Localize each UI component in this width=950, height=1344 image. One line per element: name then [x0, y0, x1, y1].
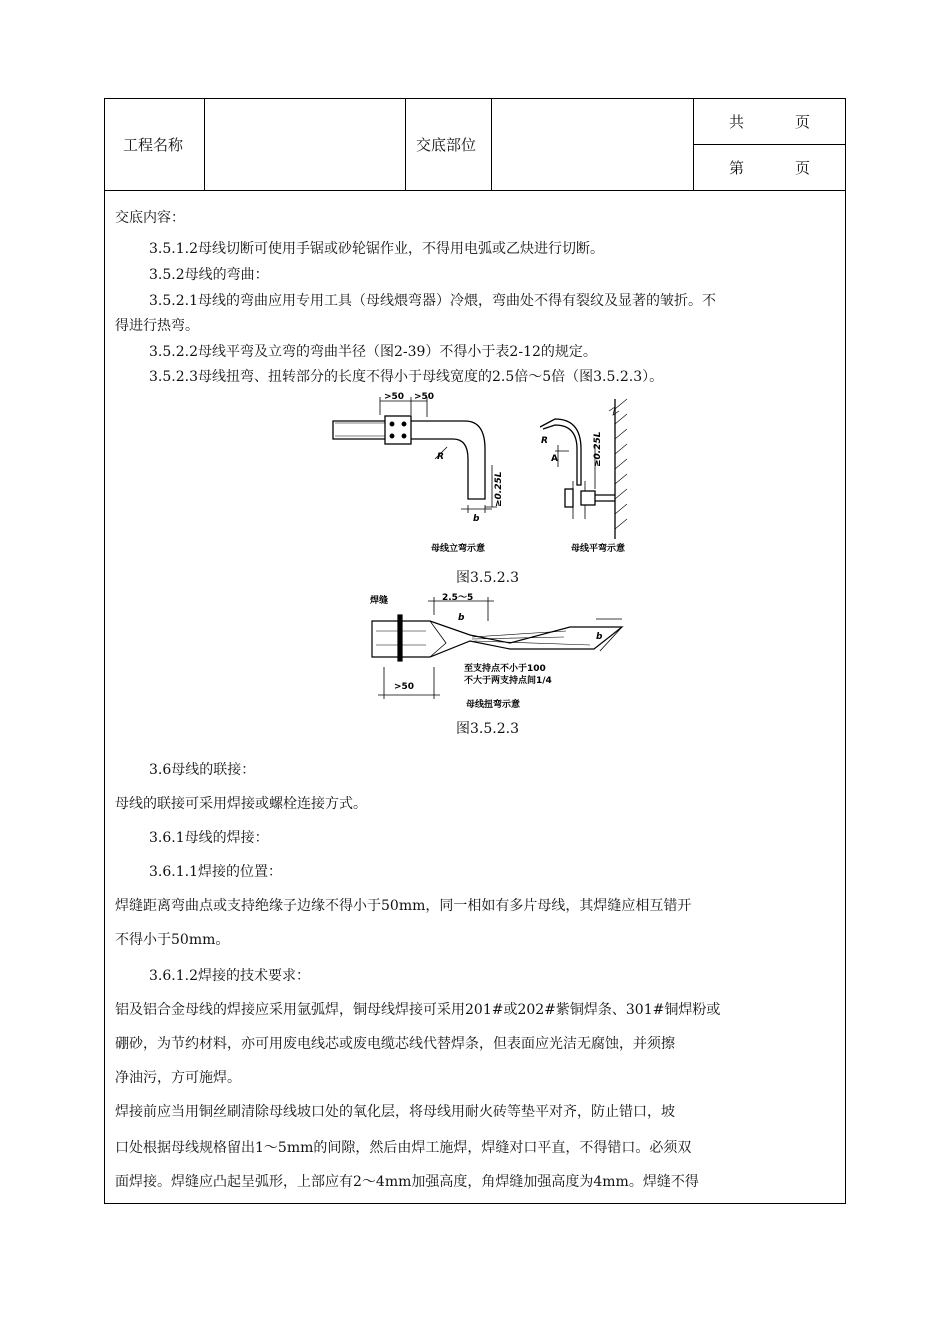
dim-label: >50 — [394, 682, 415, 692]
paragraph: 焊接前应当用铜丝刷清除母线坡口处的氧化层，将母线用耐火砖等垫平对齐，防止错口，坡 — [115, 1104, 675, 1120]
paragraph: 焊缝距离弯曲点或支持绝缘子边缘不得小于50mm，同一相如有多片母线，其焊缝应相互错开 — [115, 898, 692, 914]
figure-caption: 图3.5.2.3 — [456, 570, 519, 586]
location-label: 交底部位 — [416, 136, 477, 154]
paragraph: 硼砂，为节约材料，亦可用废电线芯或废电缆芯线代替焊条，但表面应光洁无腐蚀，并须擦 — [115, 1036, 675, 1052]
width-label: b — [473, 514, 480, 524]
note-label: 不大于两支持点间1/4 — [464, 676, 552, 686]
total-pages-label: 共 — [729, 113, 745, 131]
paragraph: 3.5.2.1母线的弯曲应用专用工具（母线煨弯器）冷煨，弯曲处不得有裂纹及显著的皱折。不 — [149, 293, 716, 309]
dim-label: >50 — [414, 392, 435, 402]
figure-caption: 图3.5.2.3 — [456, 721, 519, 737]
total-pages-unit: 页 — [795, 113, 811, 131]
figure-title: 母线扭弯示意 — [466, 700, 521, 710]
project-name-label: 工程名称 — [123, 136, 184, 154]
paragraph: 净油污，方可施焊。 — [115, 1070, 241, 1086]
paragraph: 不得小于50mm。 — [115, 932, 230, 948]
radius-label: R — [541, 436, 548, 446]
content-label: 交底内容： — [115, 210, 185, 226]
paragraph: 3.5.2.3母线扭弯、扭转部分的长度不得小于母线宽度的2.5倍～5倍（图3.5.2.3）。 — [149, 369, 664, 385]
paragraph: 母线的联接可采用焊接或螺栓连接方式。 — [115, 796, 367, 812]
page-number-label: 第 — [729, 159, 745, 177]
paragraph: 3.5.2.2母线平弯及立弯的弯曲半径（图2-39）不得小于表2-12的规定。 — [149, 344, 597, 360]
figure-caption-right: 母线平弯示意 — [571, 544, 626, 554]
busbar-bend-figure — [325, 389, 655, 559]
page-number-unit: 页 — [795, 159, 811, 177]
paragraph: 3.6.1.2焊接的技术要求： — [149, 968, 310, 984]
paragraph: 3.6.1母线的焊接： — [149, 830, 269, 846]
content-body — [105, 99, 845, 1203]
paragraph: 面焊接。焊缝应凸起呈弧形，上部应有2～4mm加强高度，角焊缝加强高度为4mm。焊缝不得 — [115, 1174, 699, 1190]
paragraph: 3.6母线的联接： — [149, 762, 256, 778]
paragraph: 3.5.1.2母线切断可使用手锯或砂轮锯作业，不得用电弧或乙炔进行切断。 — [149, 241, 604, 257]
paragraph: 得进行热弯。 — [115, 318, 199, 334]
dim-label: >50 — [384, 392, 405, 402]
document-frame — [104, 98, 846, 1204]
note-label: 至支持点不小于100 — [464, 664, 546, 674]
weld-label: 焊缝 — [370, 596, 389, 606]
dim-label: 2.5～5 — [442, 593, 474, 603]
point-label: A — [551, 454, 558, 464]
radius-label: R — [437, 452, 444, 462]
length-label: ≥0.25L — [593, 431, 603, 467]
paragraph: 铝及铝合金母线的焊接应采用氩弧焊，铜母线焊接可采用201#或202#紫铜焊条、301#铜焊粉或 — [115, 1002, 721, 1018]
paragraph: 口处根据母线规格留出1～5mm的间隙，然后由焊工施焊，焊缝对口平直，不得错口。必须双 — [115, 1140, 692, 1156]
width-label: b — [458, 613, 465, 623]
width-label: b — [596, 632, 603, 642]
length-label: ≥0.25L — [494, 471, 504, 507]
paragraph: 3.5.2母线的弯曲： — [149, 267, 269, 283]
busbar-twist-figure — [360, 591, 630, 713]
figure-caption-left: 母线立弯示意 — [431, 544, 486, 554]
paragraph: 3.6.1.1焊接的位置： — [149, 864, 282, 880]
